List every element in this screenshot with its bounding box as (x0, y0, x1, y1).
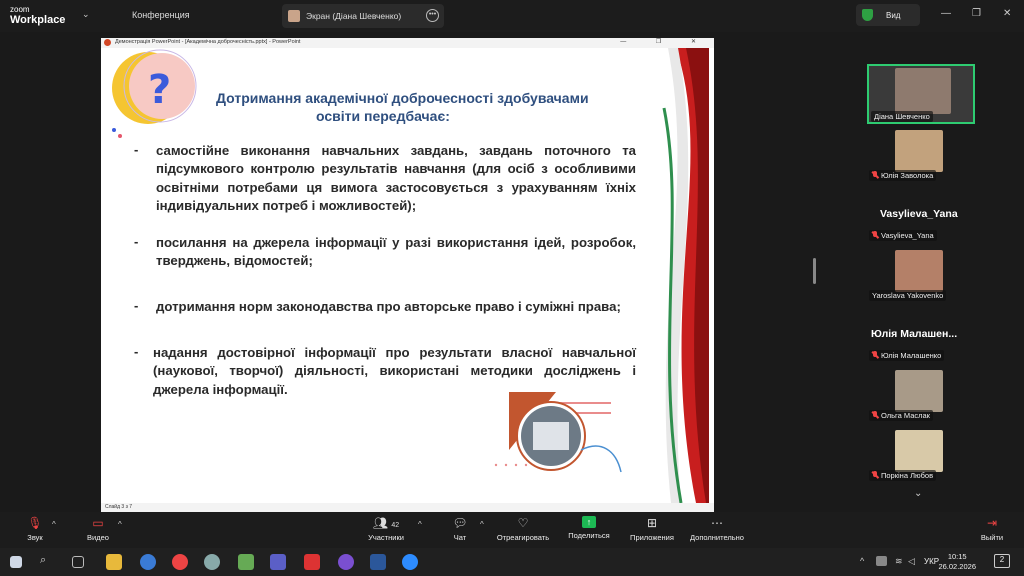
bullet-text: дотримання норм законодавства про авторське право і суміжні права; (156, 299, 621, 314)
video-off-icon: ▭ (92, 516, 104, 530)
slide (106, 48, 709, 503)
heart-icon: ♡ (517, 516, 529, 530)
edge-icon[interactable] (140, 554, 156, 570)
more-icon: ⋯ (711, 516, 723, 530)
app-icon[interactable] (238, 554, 254, 570)
volume-icon[interactable]: ◁ (908, 556, 915, 566)
view-button[interactable] (856, 4, 920, 26)
ppt-titlebar (101, 38, 714, 48)
chevron-down-icon[interactable]: ⌄ (914, 488, 923, 499)
participant-name: Діана Шевченко (871, 111, 933, 122)
shared-screen (101, 38, 714, 512)
participant-video (895, 430, 943, 472)
mic-muted-icon: 🎙︎ (27, 516, 43, 530)
participant-tile[interactable] (867, 370, 975, 424)
participant-name: Юлія Малашенко (869, 350, 944, 361)
meeting-toolbar (0, 512, 1024, 548)
screen-share-label: Экран (Діана Шевченко) (306, 11, 402, 21)
participant-tile[interactable] (867, 430, 975, 484)
chrome-icon[interactable] (172, 554, 188, 570)
people-icon: 👥︎ 42 (372, 516, 400, 530)
apps-button[interactable] (626, 516, 678, 542)
file-explorer-icon[interactable] (106, 554, 122, 570)
participant-tile[interactable] (867, 250, 975, 304)
bullet-text: посилання на джерела інформації у разі використання ідей, розробок, тверджень, відомостей; (156, 235, 636, 269)
windows-start-icon[interactable] (10, 556, 22, 568)
participant-name: Поркіна Любов (869, 470, 936, 481)
participant-name: Ольга Маслак (869, 410, 933, 421)
participant-name: Yaroslava Yakovenko (869, 290, 946, 301)
bullet-text: самостійне виконання навчальних завдань, завдань поточного та підсумкового контролю результатів навчання (для осіб з особливими освітніми потребами ця вимога застосовується з урахуванням їхніх індивідуальних потреб і можливостей); (156, 143, 636, 213)
svg-text:?: ? (148, 67, 172, 113)
participants-options-caret[interactable]: ^ (418, 520, 422, 529)
red-curve-decoration (646, 48, 709, 503)
close-icon[interactable]: ✕ (1003, 8, 1012, 19)
share-label: Поделиться (568, 531, 610, 540)
more-icon[interactable]: ••• (426, 9, 439, 22)
audio-options-caret[interactable]: ^ (52, 520, 56, 529)
task-view-icon[interactable] (72, 556, 84, 568)
clock-date: 26.02.2026 (938, 562, 976, 571)
teams-icon[interactable] (270, 554, 286, 570)
notifications-icon[interactable]: 2 (994, 554, 1010, 568)
bullet-dash: - (134, 142, 139, 157)
participant-video (895, 250, 943, 292)
bullet-text: надання достовірної інформації про результати власної навчальної (наукової, творчої) діяльності, використані методики досліджень і джерела інформації. (153, 345, 636, 397)
question-mark-illustration (106, 48, 206, 143)
slide-title-line2: освіти передбачає: (316, 108, 450, 124)
more-label: Дополнительно (690, 533, 744, 542)
react-label: Отреагировать (496, 533, 550, 542)
mic-muted-icon (872, 411, 878, 419)
avatar (288, 10, 300, 22)
app-icon[interactable] (204, 554, 220, 570)
participant-display-name: Vasylieva_Yana (880, 208, 958, 220)
clock-time: 10:15 (947, 552, 967, 561)
participant-tile[interactable] (867, 64, 975, 124)
chat-icon: 💬︎ (452, 516, 468, 530)
wifi-icon[interactable]: ≋ (895, 556, 903, 566)
slide-title-line1: Дотримання академічної доброчесності здобувачами (216, 90, 589, 106)
participant-video (895, 370, 943, 412)
bullet-dash: - (134, 234, 139, 249)
video-options-caret[interactable]: ^ (118, 520, 122, 529)
participant-tile[interactable] (867, 128, 975, 182)
search-icon[interactable]: ⌕ (40, 554, 47, 566)
apps-icon: ⊞ (646, 516, 658, 530)
maximize-icon[interactable]: ❐ (972, 8, 981, 19)
share-button[interactable] (566, 516, 612, 540)
participant-name: Vasylieva_Yana (869, 230, 937, 241)
app-icon[interactable] (304, 554, 320, 570)
react-button[interactable] (492, 516, 554, 542)
share-screen-icon: ↑ (582, 516, 596, 528)
windows-taskbar (0, 548, 1024, 576)
participant-video (895, 130, 943, 172)
chevron-down-icon[interactable]: ⌄ (82, 9, 90, 19)
apps-label: Приложения (630, 533, 674, 542)
participants-button[interactable] (362, 516, 410, 542)
more-button[interactable] (686, 516, 748, 542)
language-indicator[interactable]: УКР (924, 557, 940, 566)
mic-muted-icon (872, 171, 878, 179)
audio-label: Звук (27, 533, 43, 542)
video-label: Видео (87, 533, 109, 542)
ppt-statusbar (101, 503, 714, 512)
mic-muted-icon (872, 471, 878, 479)
chevron-up-icon[interactable]: ^ (860, 556, 865, 566)
leave-icon: ⇥ (986, 516, 998, 530)
top-bar (0, 0, 1024, 32)
zoom-logo: zoom Workplace (10, 5, 66, 26)
bullet-dash: - (134, 344, 139, 359)
participants-label: Участники (368, 533, 404, 542)
clock[interactable] (938, 552, 976, 572)
ppt-title: Демонстрація PowerPoint - [Академічна доброчесність.pptx] - PowerPoint (115, 39, 301, 45)
leave-button[interactable] (976, 516, 1008, 542)
meeting-label[interactable]: Конференция (132, 10, 190, 20)
participants-count: 42 (391, 522, 400, 529)
participant-display-name: Юлія Малашен... (871, 328, 958, 340)
word-icon[interactable] (370, 554, 386, 570)
leave-label: Выйти (980, 533, 1004, 542)
slide-counter: Слайд 3 з 7 (105, 504, 133, 510)
audio-button[interactable] (20, 516, 50, 542)
mic-muted-icon (872, 231, 878, 239)
video-button[interactable] (82, 516, 114, 542)
chat-options-caret[interactable]: ^ (480, 520, 484, 529)
participant-name: Юлія Заволока (869, 170, 936, 181)
minimize-icon[interactable]: — (941, 8, 951, 19)
powerpoint-icon (104, 39, 111, 46)
chat-label: Чат (453, 533, 467, 542)
panel-resize-handle[interactable] (813, 258, 816, 284)
mic-muted-icon (872, 351, 878, 359)
viber-icon[interactable] (338, 554, 354, 570)
zoom-icon[interactable] (402, 554, 418, 570)
shield-icon (862, 9, 873, 21)
ppt-window-controls: — ❐ ✕ (620, 39, 710, 45)
chat-button[interactable] (446, 516, 474, 542)
tray-icon[interactable] (876, 556, 887, 566)
participant-video (895, 68, 951, 114)
screen-share-tab[interactable] (282, 4, 444, 28)
view-button-label: Вид (886, 11, 901, 20)
bullet-dash: - (134, 298, 139, 313)
